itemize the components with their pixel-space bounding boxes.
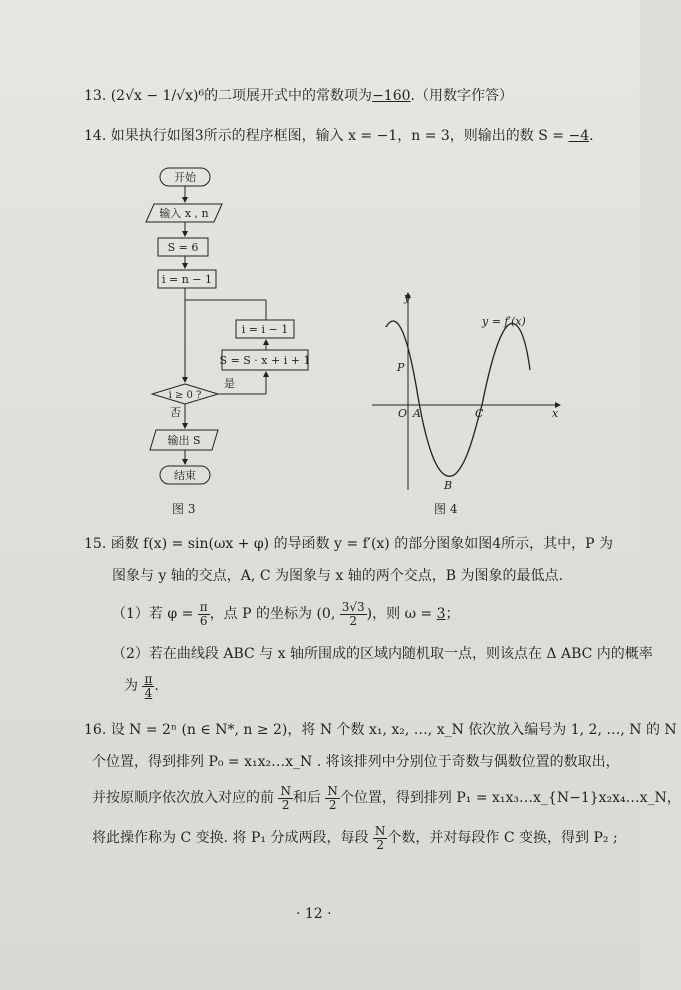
flow-update-i-label: i = i − 1	[241, 323, 289, 336]
q13-text: 的二项展开式中的常数项为	[204, 88, 373, 104]
question-15-part1	[112, 600, 460, 628]
q13-answer: −160	[372, 88, 411, 104]
flowchart-figure	[140, 160, 340, 500]
half-num-3: N	[374, 823, 386, 838]
half-fraction-1	[278, 785, 293, 812]
question-14	[84, 126, 594, 146]
phi-den: 6	[199, 613, 208, 628]
q14-answer: −4	[568, 128, 590, 144]
point-b-label: B	[444, 479, 453, 492]
graph-figure	[364, 285, 574, 495]
question-16-line2: 个位置，得到排列 P₀ = x₁x₂…x_N . 将该排列中分别位于奇数与偶数位置的数取出，	[92, 754, 620, 770]
prob-num: π	[144, 671, 153, 686]
figure-3-caption: 图 3	[172, 502, 196, 516]
q16-line3-a: 并按原顺序依次放入对应的前	[92, 790, 274, 806]
phi-num: π	[199, 599, 208, 614]
half-fraction-3	[373, 825, 388, 852]
q16-line4-b: 个数，并对每段作 C 变换，得到 P₂ ;	[387, 830, 618, 846]
q13-expression: (2√x − 1/√x)⁶	[110, 88, 205, 104]
q15-p1-a: （1）若 φ =	[112, 606, 194, 622]
q15-p1-answer: 3	[436, 606, 446, 622]
q15-p2-pre: 为	[124, 678, 138, 694]
q15-text-1: 函数 f(x) = sin(ωx + φ) 的导函数 y = f′(x) 的部分图象如图4所示，其中，P 为	[110, 536, 613, 552]
prob-fraction	[142, 673, 154, 700]
q16-text-1: 设 N = 2ⁿ (n ∈ N*, n ≥ 2)，将 N 个数 x₁, x₂, …, x_N 依次放入编号为 1, 2, …, N 的 N	[110, 722, 677, 738]
q15-p1-c: )，则 ω =	[366, 606, 433, 622]
flow-s-init-label: S = 6	[167, 241, 199, 254]
question-16-line3	[92, 784, 681, 812]
half-den-2: 2	[328, 797, 337, 812]
question-13	[84, 86, 513, 106]
question-16-line1	[84, 720, 677, 740]
q15-p1-b: ，点 P 的坐标为 (0,	[209, 606, 336, 622]
origin-label: O	[398, 407, 408, 420]
q14-text: 如果执行如图3所示的程序框图，输入 x = −1，n = 3，则输出的数 S =	[110, 128, 565, 144]
flow-yes-label: 是	[224, 377, 235, 390]
flow-decision-label: i ≥ 0 ?	[168, 390, 202, 401]
p-y-den: 2	[349, 613, 358, 628]
q14-number: 14.	[84, 128, 107, 144]
point-a-label: A	[413, 407, 421, 420]
flow-update-s-label: S = S · x + i + 1	[219, 354, 311, 367]
q15-p2-tail: .	[154, 678, 159, 694]
y-axis-label: y	[404, 291, 411, 304]
phi-fraction	[198, 601, 210, 628]
x-axis-label: x	[552, 407, 559, 420]
q13-tail: .（用数字作答）	[410, 88, 513, 104]
curve-label: y = f′(x)	[482, 315, 526, 328]
flow-output-label: 输出 S	[167, 434, 201, 447]
half-num-1: N	[280, 783, 291, 798]
question-15-line1	[84, 534, 613, 554]
q13-number: 13.	[84, 88, 107, 104]
page-number: · 12 ·	[296, 906, 332, 922]
flow-no-label: 否	[170, 406, 181, 419]
question-16-line4	[92, 824, 618, 852]
q14-tail: .	[589, 128, 594, 144]
figure-4-caption: 图 4	[434, 502, 458, 516]
q15-number: 15.	[84, 536, 107, 552]
half-num-2: N	[327, 783, 338, 798]
q16-line4-a: 将此操作称为 C 变换. 将 P₁ 分成两段，每段	[92, 830, 369, 846]
q15-p1-tail: ；	[445, 606, 460, 622]
question-15-line2: 图象与 y 轴的交点，A, C 为图象与 x 轴的两个交点，B 为图象的最低点.	[112, 568, 563, 584]
q16-line3-b: 和后	[292, 790, 321, 806]
p-y-num: 3√3	[341, 599, 365, 614]
q16-number: 16.	[84, 722, 107, 738]
question-15-part2-line2	[124, 672, 159, 700]
question-15-part2-line1: （2）若在曲线段 ABC 与 x 轴所围成的区域内随机取一点，则该点在 Δ ABC 内的概率	[112, 646, 653, 662]
flow-start-label: 开始	[174, 171, 196, 184]
flow-input-label: 输入 x , n	[159, 207, 209, 220]
half-den-1: 2	[281, 797, 290, 812]
q16-line3-c: 个位置，得到排列 P₁ = x₁x₃…x_{N−1}x₂x₄…x_N，	[339, 790, 681, 806]
flow-end-label: 结束	[174, 469, 196, 482]
p-y-fraction	[340, 601, 367, 628]
point-p-label: P	[397, 361, 405, 374]
half-fraction-2	[325, 785, 340, 812]
half-den-3: 2	[376, 837, 384, 852]
prob-den: 4	[144, 685, 153, 700]
point-c-label: C	[475, 407, 484, 420]
flow-i-init-label: i = n − 1	[161, 273, 213, 286]
